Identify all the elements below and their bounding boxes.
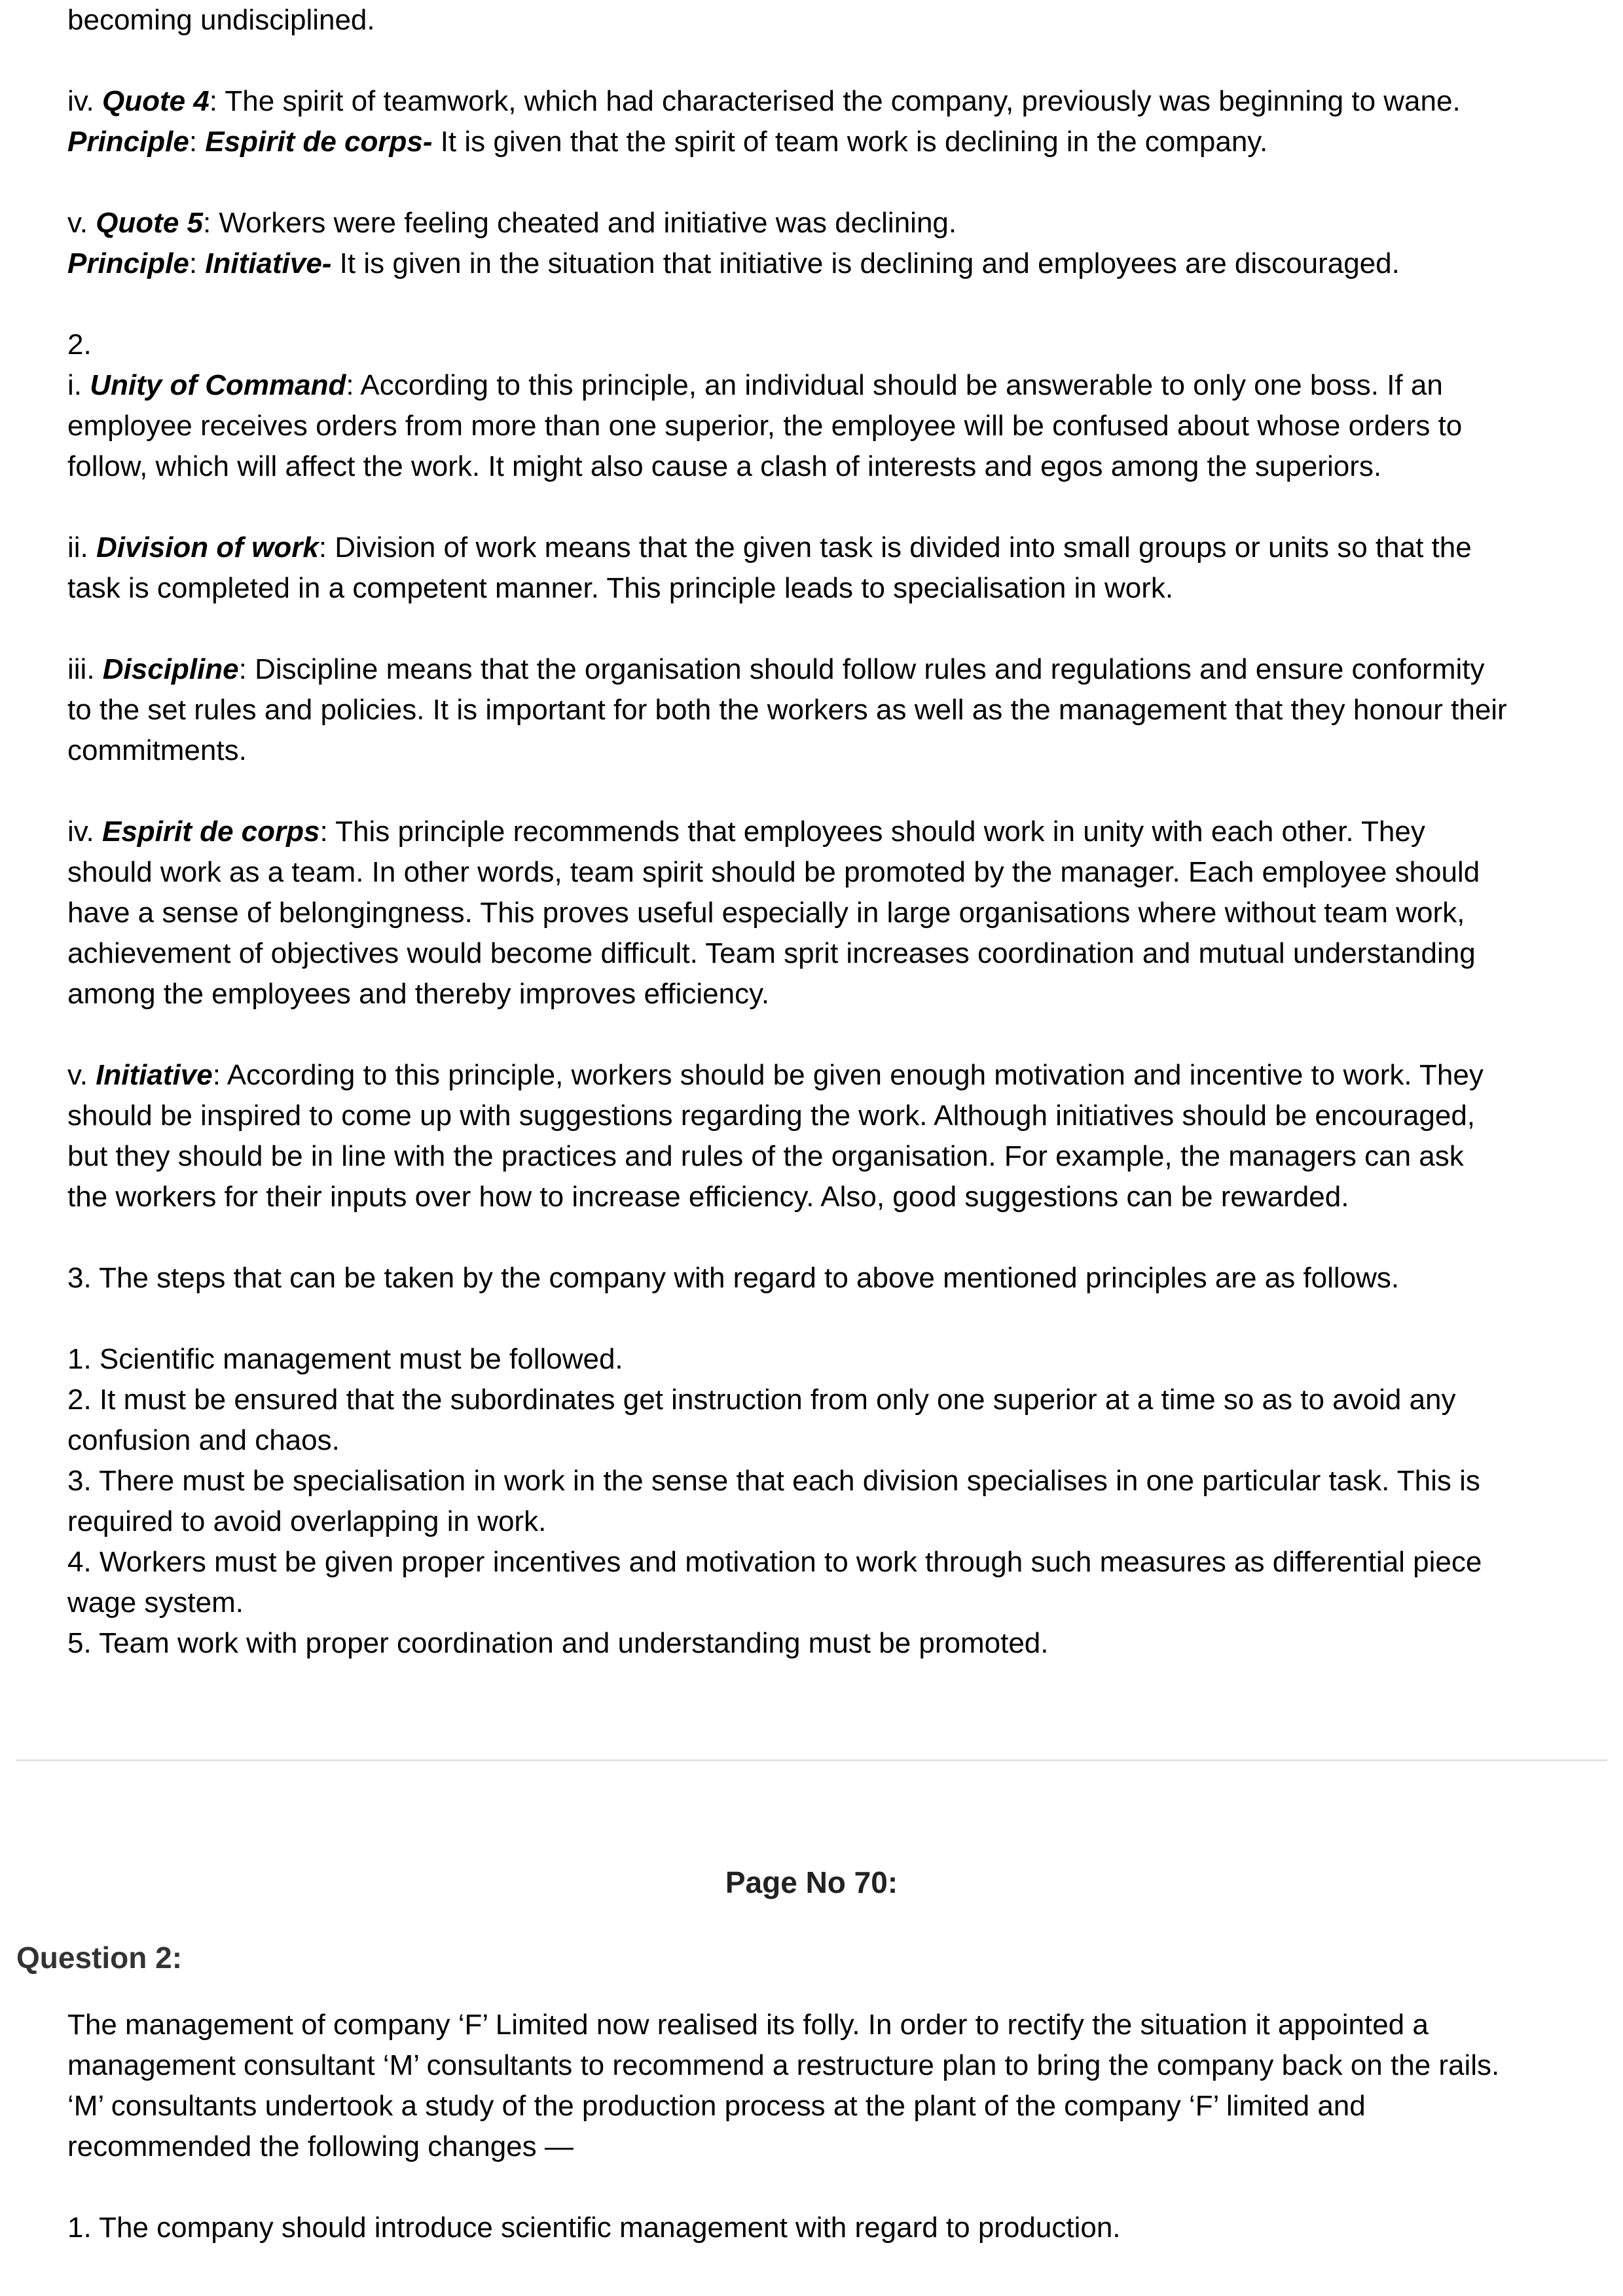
principle-line: should work as a team. In other words, team spirit should be promoted by the manager. Each employee should xyxy=(67,856,1480,888)
principle-first-line xyxy=(67,365,1606,406)
item-prefix: iii. xyxy=(67,653,103,685)
page-number-heading: Page No 70: xyxy=(725,1865,898,1899)
section-divider xyxy=(16,1759,1607,1761)
principle-line: have a sense of belongingness. This proves useful especially in large organisations where without team work, xyxy=(67,897,1465,929)
steps-list xyxy=(67,1339,1606,1664)
principle-name: Espirit de corps- xyxy=(205,126,433,158)
principle-first-line xyxy=(67,528,1606,568)
quote-prefix: v. xyxy=(67,207,96,239)
principles-list xyxy=(67,365,1606,1258)
principle-text: It is given in the situation that initiative is declining and employees are discouraged. xyxy=(331,247,1400,279)
principle-line: task is completed in a competent manner. This principle leads to specialisation in work. xyxy=(67,572,1174,604)
item-prefix: i. xyxy=(67,369,90,401)
principle-item xyxy=(67,649,1606,771)
quote-text: : The spirit of teamwork, which had characterised the company, previously was beginning to wane. xyxy=(209,85,1461,117)
quote-label: Quote 5 xyxy=(96,207,203,239)
steps-intro: 3. The steps that can be taken by the company with regard to above mentioned principles are as follows. xyxy=(67,1262,1400,1294)
quote-text: : Workers were feeling cheated and initiative was declining. xyxy=(202,207,957,239)
step-line: 3. There must be specialisation in work in the sense that each division specialises in one particular task. This is xyxy=(67,1465,1480,1497)
step-line: 1. Scientific management must be followed. xyxy=(67,1343,623,1375)
paragraph-fragment: becoming undisciplined. xyxy=(67,4,375,36)
question-line: recommended the following changes — xyxy=(67,2130,574,2162)
item-prefix: iv. xyxy=(67,816,102,848)
principle-label: Principle xyxy=(67,247,189,279)
change-item: 1. The company should introduce scientific management with regard to production. xyxy=(67,2212,1121,2244)
principle-text: : According to this principle, an individual should be answerable to only one boss. If an xyxy=(346,369,1443,401)
principle-text: : This principle recommends that employees should work in unity with each other. They xyxy=(319,816,1425,848)
principle-item xyxy=(67,528,1606,609)
principle-text: : Discipline means that the organisation should follow rules and regulations and ensure conformity xyxy=(238,653,1485,685)
principle-line: employee receives orders from more than one superior, the employee will be confused about whose orders to xyxy=(67,410,1463,442)
principle-item xyxy=(67,812,1606,1014)
changes-list xyxy=(67,2208,1613,2248)
principle-first-line xyxy=(67,812,1606,852)
principle-line: the workers for their inputs over how to increase efficiency. Also, good suggestions can be rewarded. xyxy=(67,1181,1349,1213)
step-line: wage system. xyxy=(67,1587,244,1619)
question-body xyxy=(67,2005,1613,2248)
step-line: required to avoid overlapping in work. xyxy=(67,1505,547,1537)
principle-first-line xyxy=(67,649,1606,690)
principle-line: should be inspired to come up with suggestions regarding the work. Although initiatives should be encouraged, xyxy=(67,1100,1476,1132)
principle-first-line xyxy=(67,1055,1606,1096)
step-line: 4. Workers must be given proper incentives and motivation to work through such measures as differential piece xyxy=(67,1546,1482,1578)
principle-item xyxy=(67,365,1606,487)
principle-line: but they should be in line with the practices and rules of the organisation. For example, the managers can ask xyxy=(67,1140,1464,1172)
quote-prefix: iv. xyxy=(67,85,102,117)
principle-sep: : xyxy=(189,247,206,279)
principle-text: : Division of work means that the given task is divided into small groups or units so that the xyxy=(318,531,1472,564)
principle-term: Discipline xyxy=(102,653,239,685)
step-line: confusion and chaos. xyxy=(67,1424,340,1456)
question-line: ‘M’ consultants undertook a study of the production process at the plant of the company ‘F’ limited and xyxy=(67,2090,1366,2122)
question-text xyxy=(67,2005,1613,2167)
principle-term: Initiative xyxy=(96,1059,213,1091)
principle-name: Initiative- xyxy=(205,247,332,279)
principle-sep: : xyxy=(189,126,206,158)
principle-line: achievement of objectives would become difficult. Team sprit increases coordination and mutual understanding xyxy=(67,937,1476,969)
principle-text: It is given that the spirit of team work is declining in the company. xyxy=(432,126,1268,158)
quote-4-block xyxy=(67,81,1606,162)
principle-label: Principle xyxy=(67,126,189,158)
principle-line: to the set rules and policies. It is important for both the workers as well as the management that they honour their xyxy=(67,694,1507,726)
principle-term: Espirit de corps xyxy=(101,816,320,848)
principle-text: : According to this principle, workers should be given enough motivation and incentive to work. They xyxy=(212,1059,1484,1091)
item-prefix: ii. xyxy=(67,531,96,564)
principle-term: Division of work xyxy=(96,531,319,564)
step-line: 2. It must be ensured that the subordinates get instruction from only one superior at a time so as to avoid any xyxy=(67,1384,1456,1416)
question-title: Question 2: xyxy=(16,1941,183,1975)
answer-content xyxy=(67,0,1606,1664)
question-line: management consultant ‘M’ consultants to recommend a restructure plan to bring the company back on the rails. xyxy=(67,2049,1500,2081)
question-line: The management of company ‘F’ Limited now realised its folly. In order to rectify the situation it appointed a xyxy=(67,2009,1429,2041)
principle-term: Unity of Command xyxy=(90,369,346,401)
section-number: 2. xyxy=(67,329,92,361)
principle-line: commitments. xyxy=(67,734,247,766)
principle-item xyxy=(67,1055,1606,1217)
item-prefix: v. xyxy=(67,1059,96,1091)
principle-line: follow, which will affect the work. It might also cause a clash of interests and egos among the superiors. xyxy=(67,450,1382,482)
quote-5-block xyxy=(67,203,1606,284)
principle-line: among the employees and thereby improves efficiency. xyxy=(67,978,770,1010)
quote-label: Quote 4 xyxy=(101,85,210,117)
step-line: 5. Team work with proper coordination and understanding must be promoted. xyxy=(67,1627,1049,1659)
